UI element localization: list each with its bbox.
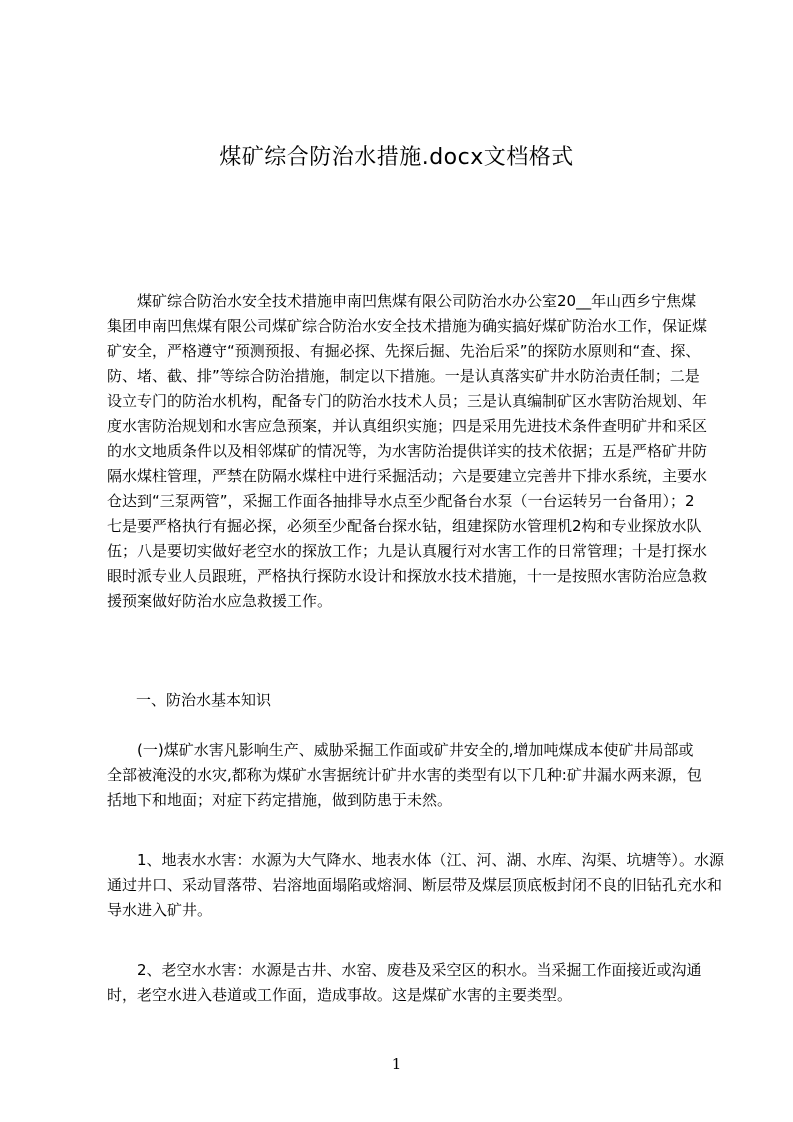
- item1-paragraph: 1、地表水水害：水源为大气降水、地表水体（江、河、湖、水库、沟渠、坑塘等）。水源通过井口、采动冒落带、岩溶地面塌陷或熔洞、断层带及煤层顶底板封闭不良的旧钻孔充水和导水进入矿井。: [107, 851, 725, 919]
- section-heading: 一、防治水基本知识: [136, 691, 272, 709]
- item2-paragraph: 2、老空水水害：水源是古井、水窑、废巷及采空区的积水。当采掘工作面接近或沟通时，老空水进入巷道或工作面，造成事故。这是煤矿水害的主要类型。: [107, 961, 702, 1004]
- intro-paragraph: 煤矿综合防治水安全技术措施申南凹焦煤有限公司防治水办公室20__年山西乡宁焦煤集团申南凹焦煤有限公司煤矿综合防治水安全技术措施为确实搞好煤矿防治水工作，保证煤矿安全，严格遵守“预测预报、有掘必探、先探后掘、先治后采”的探防水原则和“查、探、防、堵、截、排”等综合防治措施，制定以下措施。一是认真落实矿井水防治责任制；二是设立专门的防治水机构，配备专门的防治水技术人员；三是认真编制矿区水害防治规划、年度水害防治规划和水害应急预案，并认真组织实施；四是采用先进技术条件查明矿井和采区的水文地质条件以及相邻煤矿的情况等，为水害防治提供详实的技术依据；五是严格矿井防隔水煤柱管理，严禁在防隔水煤柱中进行采掘活动；六是要建立完善井下排水系统，主要水仓达到“三泵两管”，采掘工作面各抽排导水点至少配备台水泵（一台运转另一台备用）；2七是要严格执行有掘必探，必须至少配备台探水钻，组建探防水管理机2构和专业探放水队伍；八是要切实做好老空水的探放工作；九是认真履行对水害工作的日常管理；十是打探水眼时派专业人员跟班，严格执行探防水设计和探放水技术措施，十一是按照水害防治应急救援预案做好防治水应急救援工作。: [107, 292, 708, 610]
- document-title: 煤矿综合防治水措施.docx文档格式: [219, 145, 574, 170]
- page-number: 1: [391, 1055, 402, 1073]
- section1-paragraph: (一)煤矿水害凡影响生产、威胁采掘工作面或矿井安全的,增加吨煤成本使矿井局部或全部被淹没的水灾,都称为煤矿水害据统计矿井水害的类型有以下几种:矿井漏水两来源，包括地下和地面；对症下药定措施，做到防患于未然。: [107, 741, 702, 809]
